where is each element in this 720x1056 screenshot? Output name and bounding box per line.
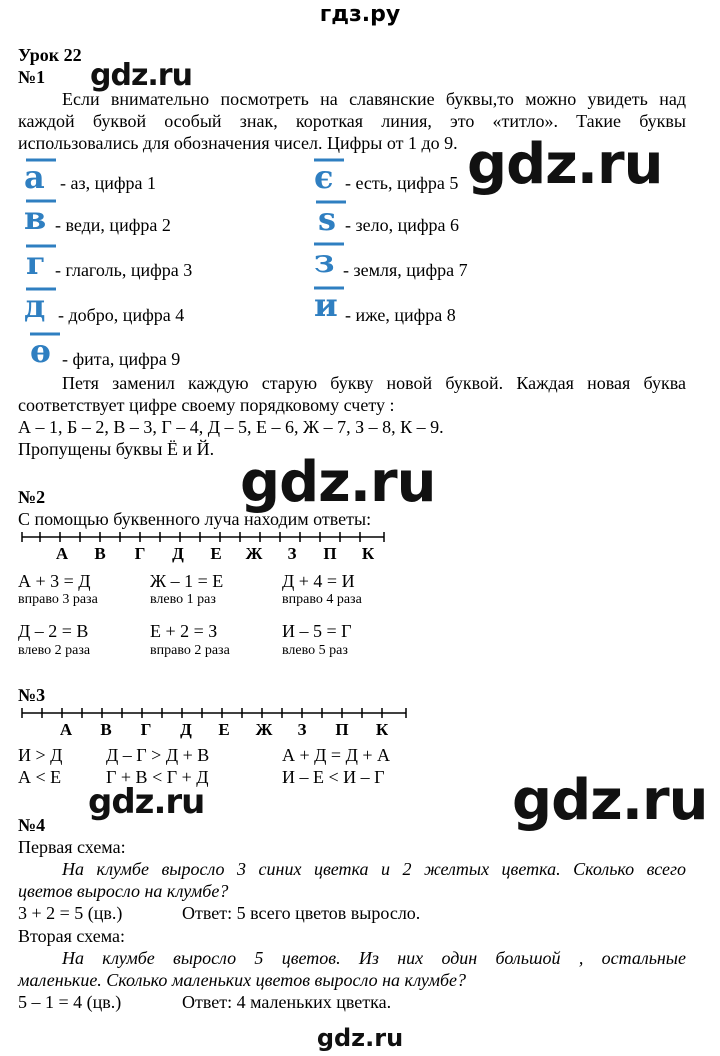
watermark: gdz.ru: [240, 450, 436, 515]
axis-label: Г: [140, 720, 152, 739]
axis-label: В: [100, 720, 112, 739]
equation: Д – 2 = В: [18, 621, 89, 641]
problem-text: На клумбе выросло 3 синих цветка и 2 желтых цветка. Сколько всего: [62, 859, 686, 879]
task1-intro-line1: Если внимательно посмотреть на славянские буквы,то можно увидеть над: [62, 89, 686, 109]
svg-text:в: в: [24, 199, 47, 235]
axis-label: П: [323, 544, 337, 563]
task1-para-line1: Петя заменил каждую старую букву новой буквой. Каждая новая буква: [62, 373, 686, 393]
equation-note: влево 1 раз: [150, 592, 216, 607]
glyph-label: - есть, цифра 5: [345, 173, 459, 193]
comparison: А + Д = Д + А: [282, 745, 391, 765]
axis-label: В: [94, 544, 106, 563]
glyph-label: - добро, цифра 4: [58, 305, 185, 325]
task1-intro-line3: использовались для обозначения чисел. Цифры от 1 до 9.: [18, 133, 458, 153]
solution: 5 – 1 = 4 (цв.): [18, 992, 122, 1012]
task2-intro: С помощью буквенного луча находим ответы:: [18, 509, 372, 529]
task2-number: №2: [18, 487, 46, 507]
slavonic-fita-icon: [24, 328, 66, 368]
equation-note: влево 2 раза: [18, 643, 91, 658]
comparison: И > Д: [18, 745, 63, 765]
scheme-title: Вторая схема:: [18, 926, 125, 946]
axis-label: К: [361, 544, 375, 563]
scheme-title: Первая схема:: [18, 837, 126, 857]
axis-label: Д: [180, 720, 192, 739]
lesson-title: Урок 22: [18, 45, 82, 65]
equation-note: вправо 4 раза: [282, 592, 362, 607]
answer: Ответ: 4 маленьких цветка.: [182, 992, 392, 1012]
equation: Е + 2 = З: [150, 621, 218, 641]
glyph-label: - глаголь, цифра 3: [55, 260, 193, 280]
comparison: А < Е: [18, 767, 62, 787]
glyph-label: - фита, цифра 9: [62, 349, 181, 369]
glyph-label: - иже, цифра 8: [345, 305, 456, 325]
watermark: gdz.ru: [512, 768, 708, 833]
solution: 3 + 2 = 5 (цв.): [18, 903, 123, 923]
task1-number: №1: [18, 67, 46, 87]
svg-text:з: з: [314, 242, 335, 278]
task4-number: №4: [18, 815, 46, 835]
glyph-label: - веди, цифра 2: [55, 215, 171, 235]
letter-ray-task3: [18, 704, 410, 722]
axis-label: З: [297, 720, 307, 739]
watermark: gdz.ru: [90, 58, 192, 93]
slavonic-izhe-icon: [308, 282, 350, 322]
axis-label: Ж: [255, 720, 273, 739]
axis-label: К: [375, 720, 389, 739]
comparison: Г + В < Г + Д: [106, 767, 209, 787]
equation-note: вправо 2 раза: [150, 643, 230, 658]
equation: Ж – 1 = Е: [150, 571, 224, 591]
equation-note: вправо 3 раза: [18, 592, 98, 607]
problem-text: На клумбе выросло 5 цветов. Из них один большой , остальные: [62, 948, 686, 968]
svg-text:и: и: [314, 286, 338, 322]
axis-label: А: [59, 720, 73, 739]
glyph-label: - зело, цифра 6: [345, 215, 459, 235]
task1-para-line2: соответствует цифре своему порядковому счету :: [18, 395, 395, 415]
task1-para-line3: А – 1, Б – 2, В – 3, Г – 4, Д – 5, Е – 6, Ж – 7, З – 8, К – 9.: [18, 417, 444, 437]
problem-text: цветов выросло на клумбе?: [18, 881, 229, 901]
equation: Д + 4 = И: [282, 571, 355, 591]
slavonic-dobro-icon: [20, 283, 62, 323]
svg-text:д: д: [24, 287, 46, 323]
site-footer: gdz.ru: [316, 1024, 404, 1052]
watermark: gdz.ru: [467, 132, 663, 197]
equation-note: влево 5 раз: [282, 643, 348, 658]
glyph-label: - земля, цифра 7: [343, 260, 468, 280]
comparison: И – Е < И – Г: [282, 767, 385, 787]
problem-text: маленькие. Сколько маленьких цветов выросло на клумбе?: [18, 970, 467, 990]
site-header: гдз.ру: [319, 2, 401, 27]
equation: А + 3 = Д: [18, 571, 91, 591]
equation: И – 5 = Г: [282, 621, 352, 641]
task1-intro-line2: каждой буквой особый знак, короткая линия, это «титло». Такие буквы: [18, 111, 686, 131]
svg-text:ѕ: ѕ: [318, 200, 337, 236]
task1-para-line4: Пропущены буквы Ё и Й.: [18, 439, 215, 459]
axis-label: Е: [218, 720, 230, 739]
axis-label: Г: [134, 544, 146, 563]
axis-label: Е: [210, 544, 222, 563]
comparison: Д – Г > Д + В: [106, 745, 210, 765]
axis-label: Д: [172, 544, 184, 563]
axis-label: П: [335, 720, 349, 739]
svg-text:г: г: [26, 244, 46, 280]
slavonic-est-icon: [308, 154, 350, 194]
svg-text:є: є: [314, 158, 334, 194]
task3-number: №3: [18, 685, 46, 705]
slavonic-az-icon: [20, 154, 62, 194]
watermark: gdz.ru: [88, 782, 205, 822]
axis-label: А: [55, 544, 69, 563]
axis-label: Ж: [245, 544, 263, 563]
svg-text:ѳ: ѳ: [30, 332, 51, 368]
glyph-label: - аз, цифра 1: [60, 173, 157, 193]
svg-text:а: а: [24, 158, 45, 194]
answer: Ответ: 5 всего цветов выросло.: [182, 903, 421, 923]
axis-label: З: [287, 544, 297, 563]
